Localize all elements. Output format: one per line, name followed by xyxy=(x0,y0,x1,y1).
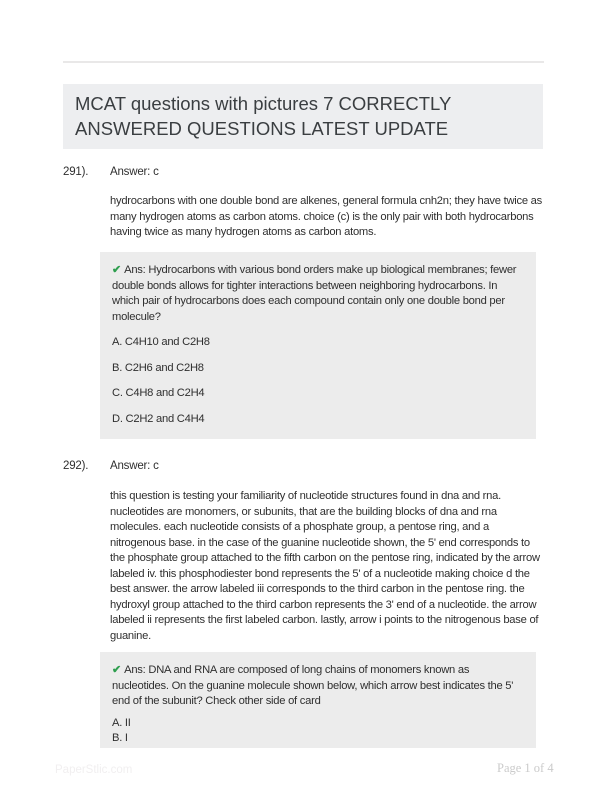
question-prompt-row xyxy=(112,263,524,325)
question-prompt: Ans: Hydrocarbons with various bond orders make up biological membranes; fewer double bonds allows for tighter interactions between neighboring hydrocarbons. In which pair of hydrocarbons does each compound contain only one double bond per molecule? xyxy=(112,264,517,323)
answer-label: Answer: c xyxy=(110,460,159,472)
answer-row-292 xyxy=(63,460,543,472)
correct-check-icon: ✔ xyxy=(112,264,122,276)
question-box-291 xyxy=(100,252,536,439)
answer-explanation: this question is testing your familiarity of nucleotide structures found in dna and rna. nucleotides are monomers, or subunits, that are the building blocks of dna and rna molecules. each nucleotide consists of a phosphate group, a pentose ring, and a nitrogenous base. in the case of the guanine nucleotide shown, the 5' end corresponds to the phosphate group attached to the fifth carbon on the pentose ring, indicated by the arrow labeled iv. this phosphodiester bond represents the 5' of a nucleotide making choice d the best answer. the arrow labeled iii corresponds to the third carbon in the pentose ring. the hydroxyl group attached to the third carbon represents the 3' end of a nucleotide. the arrow labeled ii represents the first labeled carbon. lastly, arrow i points to the nitrogenous base of guanine. xyxy=(110,490,540,642)
top-divider xyxy=(63,61,544,63)
question-number: 292). xyxy=(63,460,89,472)
option-a: A. II xyxy=(112,716,131,729)
correct-check-icon: ✔ xyxy=(112,664,122,676)
document-title: MCAT questions with pictures 7 CORRECTLY ANSWERED QUESTIONS LATEST UPDATE xyxy=(75,93,451,139)
question-number: 291). xyxy=(63,166,89,178)
site-watermark: PaperStlic.com xyxy=(55,764,133,776)
answer-explanation: hydrocarbons with one double bond are alkenes, general formula cnh2n; they have twice as many hydrogen atoms as carbon atoms. choice (c) is the only pair with both hydrocarbons having twice as many hydrogen atoms as carbon atoms. xyxy=(110,195,543,238)
answer-options xyxy=(112,335,524,427)
option-d: D. C2H2 and C4H4 xyxy=(112,412,205,425)
question-prompt-row xyxy=(112,663,524,710)
option-c: C. C4H8 and C2H4 xyxy=(112,387,205,399)
option-b: B. C2H6 and C2H8 xyxy=(112,361,204,374)
answer-options xyxy=(112,716,524,747)
answer-row-291 xyxy=(63,166,543,178)
question-prompt: Ans: DNA and RNA are composed of long chains of monomers known as nucleotides. On the guanine molecule shown below, which arrow best indicates the 5' end of the subunit? Check other side of card xyxy=(112,664,514,707)
question-box-292 xyxy=(100,652,536,748)
option-a: A. C4H10 and C2H8 xyxy=(112,336,210,348)
option-b: B. I xyxy=(112,732,128,744)
answer-label: Answer: c xyxy=(110,166,159,178)
page-indicator: Page 1 of 4 xyxy=(497,761,554,775)
document-title-box xyxy=(63,84,543,149)
